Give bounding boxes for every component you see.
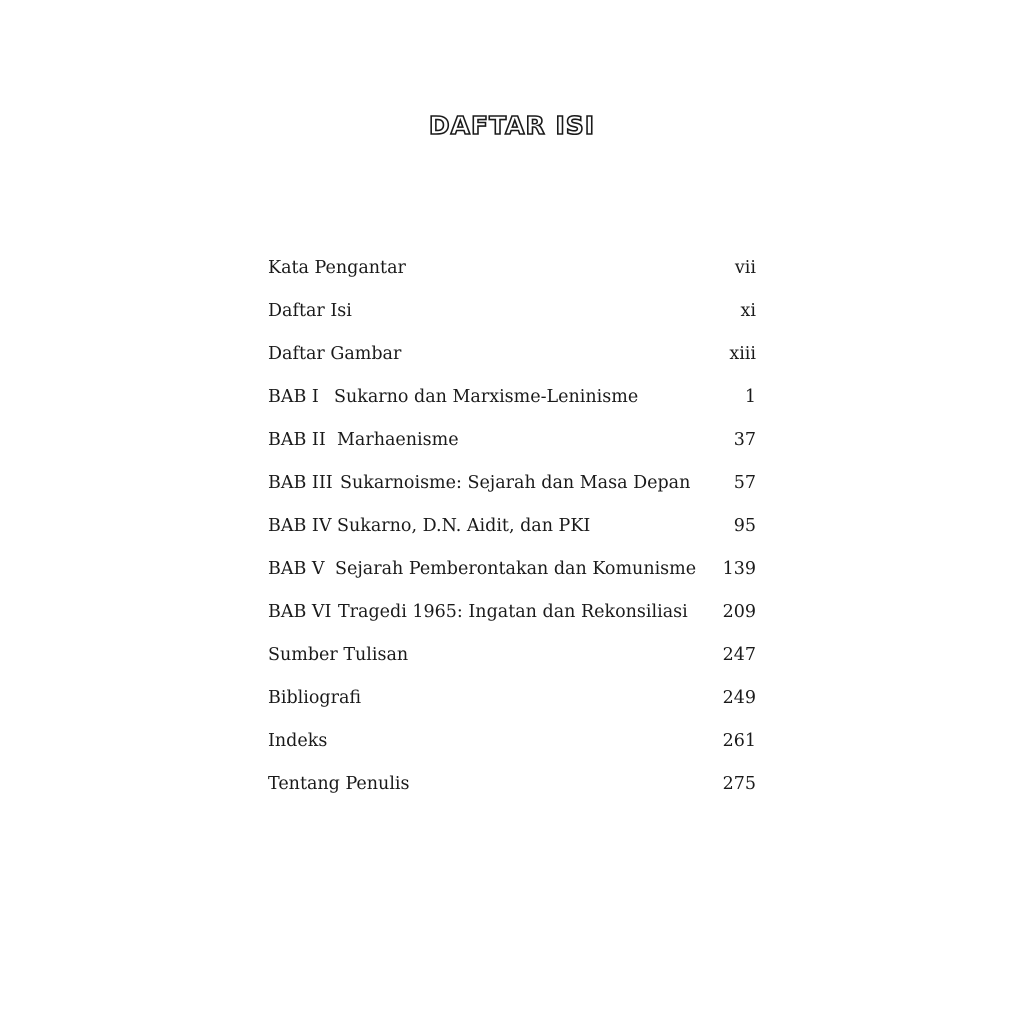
toc-page-number: 57 <box>733 473 756 493</box>
toc-entry <box>268 725 723 757</box>
toc-entry <box>268 639 723 671</box>
toc-chapter-prefix: BAB IV <box>268 516 332 536</box>
toc-row <box>268 768 756 811</box>
toc-label: Daftar Isi <box>268 301 352 321</box>
toc-label: Indeks <box>268 731 328 751</box>
toc-row <box>268 725 756 768</box>
toc-row <box>268 338 756 381</box>
toc-label: Tragedi 1965: Ingatan dan Rekonsiliasi <box>338 602 688 622</box>
toc-page-number: 209 <box>722 602 756 622</box>
toc-row <box>268 295 756 338</box>
toc-label: Bibliografi <box>268 688 362 708</box>
toc-label: Sumber Tulisan <box>268 645 409 665</box>
toc-entry <box>268 338 729 370</box>
toc-page-number: vii <box>734 258 756 278</box>
toc-label: Sukarno, D.N. Aidit, dan PKI <box>337 516 591 536</box>
table-of-contents <box>268 252 756 811</box>
page-title: DAFTAR ISI <box>428 110 596 140</box>
toc-row <box>268 553 756 596</box>
toc-label: Kata Pengantar <box>268 258 406 278</box>
toc-page-number: 37 <box>733 430 756 450</box>
toc-entry <box>268 768 723 800</box>
toc-chapter-prefix: BAB II <box>268 430 326 450</box>
toc-row <box>268 510 756 553</box>
toc-page-number: 1 <box>744 387 756 407</box>
toc-row <box>268 424 756 467</box>
toc-page-number: xi <box>740 301 756 321</box>
toc-row <box>268 252 756 295</box>
toc-row <box>268 381 756 424</box>
toc-page-number: 139 <box>722 559 756 579</box>
toc-label: Sukarnoisme: Sejarah dan Masa Depan <box>340 473 691 493</box>
toc-entry <box>268 467 734 499</box>
toc-row <box>268 596 756 639</box>
toc-entry <box>268 424 734 456</box>
toc-label: Sejarah Pemberontakan dan Komunisme <box>335 559 697 579</box>
toc-entry <box>268 295 741 327</box>
toc-entry <box>268 596 723 628</box>
toc-row <box>268 639 756 682</box>
toc-label: Marhaenisme <box>337 430 459 450</box>
toc-label: Tentang Penulis <box>268 774 410 794</box>
toc-page-number: 247 <box>722 645 756 665</box>
toc-entry <box>268 381 745 413</box>
toc-page-number: 261 <box>722 731 756 751</box>
toc-entry <box>268 252 735 284</box>
toc-page-number: 275 <box>722 774 756 794</box>
toc-label: Sukarno dan Marxisme-Leninisme <box>334 387 639 407</box>
toc-chapter-prefix: BAB V <box>268 559 325 579</box>
toc-row <box>268 467 756 510</box>
toc-entry <box>268 510 734 542</box>
toc-row <box>268 682 756 725</box>
toc-entry <box>268 682 723 714</box>
toc-entry <box>268 553 723 585</box>
toc-label: Daftar Gambar <box>268 344 402 364</box>
toc-page-number: 249 <box>722 688 756 708</box>
toc-page-number: xiii <box>729 344 756 364</box>
toc-page-number: 95 <box>733 516 756 536</box>
toc-chapter-prefix: BAB III <box>268 473 333 493</box>
toc-chapter-prefix: BAB VI <box>268 602 332 622</box>
toc-chapter-prefix: BAB I <box>268 387 319 407</box>
